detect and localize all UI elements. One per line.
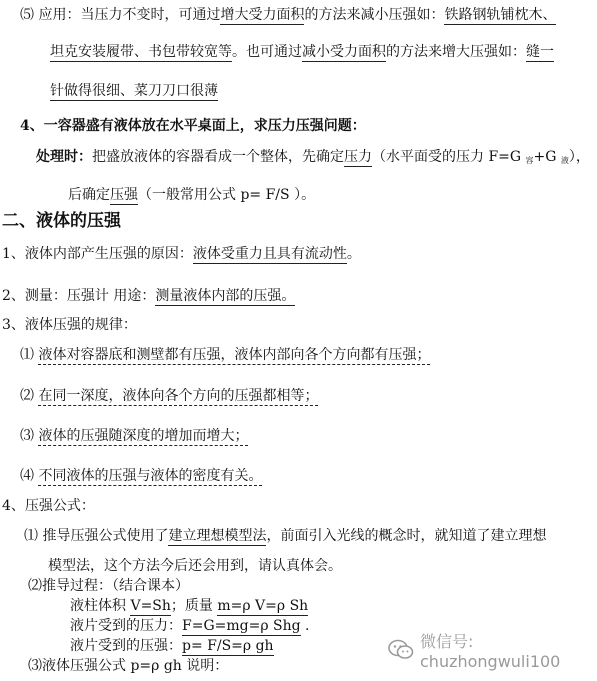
item-5-line-3: 针做得很细、菜刀刀口很薄 [50,83,218,99]
derivation-2: 液片受到的压力：F=G=mg=ρ Shg . [70,618,310,634]
derivation-3: 液片受到的压强：p= F/S=ρ gh [70,638,274,654]
pressure-determine-line: 后确定压强（一般常用公式 p= F/S ）。 [68,187,316,203]
watermark-text: 微信号: chuzhongwuli100 [420,632,561,671]
rule-3: ⑶ 液体的压强随深度的增加而增大； [20,428,249,444]
processing-label: 处理时： [36,149,92,165]
measure-line: 2、测量：压强计 用途：测量液体内部的压强。 [2,288,296,304]
rule-4: ⑷ 不同液体的压强与液体的密度有关。 [20,468,263,484]
processing-line: 处理时：把盛放液体的容器看成一个整体，先确定压力（水平面受的压力 F=G 容+G 液）， [36,149,590,165]
question-4-heading: 4、一容器盛有液体放在水平桌面上，求压力压强问题： [20,118,366,134]
rule-1: ⑴ 液体对容器底和测壁都有压强，液体内部向各个方向都有压强； [20,347,431,363]
item-number: ⑸ [20,7,34,23]
derivation-1: 液柱体积 V=Sh；质量 m=ρ V=ρ Sh [70,598,309,614]
wechat-watermark [388,632,597,671]
item-5-line-2: 坦克安装履带、书包带较宽等。也可通过减小受力面积的方法来增大压强如：缝一 [50,44,554,60]
cause-line: 1、液体内部产生压强的原因：液体受重力且具有流动性。 [2,246,361,262]
item-5-line-1: ⑸ 应用：当压力不变时，可通过增大受力面积的方法来减小压强如：铁路钢轨铺枕木、 [20,7,557,23]
rules-heading: 3、液体压强的规律： [2,317,137,333]
section-title: 二、液体的压强 [2,211,121,231]
formula-item-3: ⑶液体压强公式 p=ρ gh 说明： [28,658,229,674]
formula-item-1-cont: 模型法，这个方法今后还会用到，请认真体会。 [48,558,342,574]
rule-2: ⑵ 在同一深度，液体向各个方向的压强都相等； [20,388,319,404]
formula-heading: 4、压强公式： [2,498,95,514]
wechat-icon [388,639,414,661]
formula-item-1: ⑴ 推导压强公式使用了建立理想模型法，前面引入光线的概念时，就知道了建立理想 [24,528,547,544]
formula-item-2: ⑵推导过程：（结合课本） [28,578,189,594]
